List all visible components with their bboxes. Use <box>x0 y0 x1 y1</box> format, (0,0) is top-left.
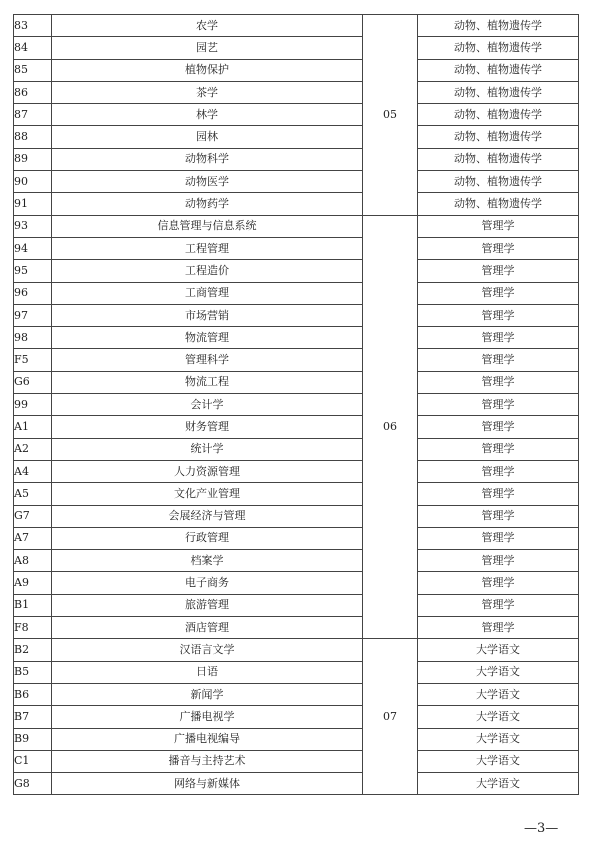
table-row <box>14 639 579 661</box>
group-code-cell: 05 <box>363 15 418 216</box>
major-code-cell: A4 <box>14 460 52 482</box>
major-code-cell: G8 <box>14 773 52 795</box>
table-row <box>14 773 579 795</box>
major-name-cell: 广播电视学 <box>52 706 363 728</box>
exam-subject-cell: 管理学 <box>418 371 579 393</box>
table-row <box>14 215 579 237</box>
exam-subject-cell: 动物、植物遗传学 <box>418 148 579 170</box>
major-name-cell: 旅游管理 <box>52 594 363 616</box>
major-name-cell: 物流管理 <box>52 327 363 349</box>
major-code-cell: 90 <box>14 171 52 193</box>
table-row <box>14 460 579 482</box>
major-name-cell: 财务管理 <box>52 416 363 438</box>
exam-subject-cell: 大学语文 <box>418 750 579 772</box>
major-code-cell: 99 <box>14 394 52 416</box>
major-name-cell: 工程造价 <box>52 260 363 282</box>
table-row <box>14 304 579 326</box>
major-name-cell: 汉语言文学 <box>52 639 363 661</box>
exam-subject-cell: 大学语文 <box>418 728 579 750</box>
table-row <box>14 483 579 505</box>
exam-subject-cell: 管理学 <box>418 617 579 639</box>
major-code-cell: 93 <box>14 215 52 237</box>
table-row <box>14 550 579 572</box>
group-code-cell: 06 <box>363 215 418 639</box>
major-name-cell: 园林 <box>52 126 363 148</box>
major-name-cell: 会展经济与管理 <box>52 505 363 527</box>
major-name-cell: 档案学 <box>52 550 363 572</box>
exam-subject-cell: 管理学 <box>418 550 579 572</box>
major-code-cell: G7 <box>14 505 52 527</box>
exam-subject-cell: 管理学 <box>418 394 579 416</box>
major-subject-table <box>13 14 579 795</box>
table-row <box>14 15 579 37</box>
exam-subject-cell: 动物、植物遗传学 <box>418 59 579 81</box>
table-row <box>14 171 579 193</box>
table-row <box>14 750 579 772</box>
table-row <box>14 327 579 349</box>
table-row <box>14 527 579 549</box>
major-name-cell: 行政管理 <box>52 527 363 549</box>
major-name-cell: 酒店管理 <box>52 617 363 639</box>
major-code-cell: A1 <box>14 416 52 438</box>
table-body <box>14 15 579 795</box>
major-name-cell: 人力资源管理 <box>52 460 363 482</box>
table-row <box>14 260 579 282</box>
major-name-cell: 林学 <box>52 104 363 126</box>
table-row <box>14 706 579 728</box>
exam-subject-cell: 管理学 <box>418 260 579 282</box>
table-row <box>14 416 579 438</box>
table-row <box>14 661 579 683</box>
exam-subject-cell: 管理学 <box>418 304 579 326</box>
major-code-cell: 84 <box>14 37 52 59</box>
table-row <box>14 683 579 705</box>
major-name-cell: 工程管理 <box>52 237 363 259</box>
major-code-cell: C1 <box>14 750 52 772</box>
major-name-cell: 市场营销 <box>52 304 363 326</box>
exam-subject-cell: 动物、植物遗传学 <box>418 171 579 193</box>
major-code-cell: B7 <box>14 706 52 728</box>
exam-subject-cell: 管理学 <box>418 572 579 594</box>
exam-subject-cell: 动物、植物遗传学 <box>418 81 579 103</box>
major-name-cell: 日语 <box>52 661 363 683</box>
exam-subject-cell: 动物、植物遗传学 <box>418 104 579 126</box>
exam-subject-cell: 管理学 <box>418 527 579 549</box>
table-row <box>14 237 579 259</box>
major-code-cell: 94 <box>14 237 52 259</box>
exam-subject-cell: 大学语文 <box>418 706 579 728</box>
major-name-cell: 会计学 <box>52 394 363 416</box>
major-name-cell: 农学 <box>52 15 363 37</box>
table-row <box>14 371 579 393</box>
exam-subject-cell: 大学语文 <box>418 683 579 705</box>
exam-subject-cell: 管理学 <box>418 460 579 482</box>
major-code-cell: A2 <box>14 438 52 460</box>
exam-subject-cell: 管理学 <box>418 327 579 349</box>
major-code-cell: 87 <box>14 104 52 126</box>
table-row <box>14 505 579 527</box>
exam-subject-cell: 管理学 <box>418 349 579 371</box>
major-code-cell: A8 <box>14 550 52 572</box>
major-name-cell: 文化产业管理 <box>52 483 363 505</box>
exam-subject-cell: 动物、植物遗传学 <box>418 15 579 37</box>
major-code-cell: B1 <box>14 594 52 616</box>
table-row <box>14 104 579 126</box>
major-code-cell: 91 <box>14 193 52 215</box>
major-code-cell: F8 <box>14 617 52 639</box>
major-name-cell: 茶学 <box>52 81 363 103</box>
major-code-cell: 96 <box>14 282 52 304</box>
major-code-cell: 89 <box>14 148 52 170</box>
major-code-cell: 85 <box>14 59 52 81</box>
major-code-cell: B6 <box>14 683 52 705</box>
exam-subject-cell: 管理学 <box>418 282 579 304</box>
page-number: —3— <box>524 821 559 836</box>
major-code-cell: 86 <box>14 81 52 103</box>
major-name-cell: 电子商务 <box>52 572 363 594</box>
table-row <box>14 394 579 416</box>
major-name-cell: 新闻学 <box>52 683 363 705</box>
major-code-cell: F5 <box>14 349 52 371</box>
major-code-cell: 83 <box>14 15 52 37</box>
exam-subject-cell: 管理学 <box>418 215 579 237</box>
table-row <box>14 438 579 460</box>
exam-subject-cell: 管理学 <box>418 594 579 616</box>
major-code-cell: B2 <box>14 639 52 661</box>
major-name-cell: 园艺 <box>52 37 363 59</box>
exam-subject-cell: 动物、植物遗传学 <box>418 126 579 148</box>
table-row <box>14 349 579 371</box>
major-name-cell: 管理科学 <box>52 349 363 371</box>
table-row <box>14 617 579 639</box>
table-row <box>14 81 579 103</box>
major-name-cell: 动物科学 <box>52 148 363 170</box>
major-code-cell: A5 <box>14 483 52 505</box>
exam-subject-cell: 管理学 <box>418 483 579 505</box>
major-code-cell: A7 <box>14 527 52 549</box>
table-row <box>14 594 579 616</box>
table-row <box>14 59 579 81</box>
exam-subject-cell: 管理学 <box>418 237 579 259</box>
table-row <box>14 728 579 750</box>
major-name-cell: 工商管理 <box>52 282 363 304</box>
exam-subject-cell: 管理学 <box>418 438 579 460</box>
major-name-cell: 物流工程 <box>52 371 363 393</box>
table-row <box>14 37 579 59</box>
exam-subject-cell: 大学语文 <box>418 773 579 795</box>
table-row <box>14 282 579 304</box>
major-name-cell: 网络与新媒体 <box>52 773 363 795</box>
major-code-cell: G6 <box>14 371 52 393</box>
exam-subject-cell: 动物、植物遗传学 <box>418 37 579 59</box>
major-name-cell: 动物药学 <box>52 193 363 215</box>
table-row <box>14 572 579 594</box>
exam-subject-cell: 动物、植物遗传学 <box>418 193 579 215</box>
major-name-cell: 植物保护 <box>52 59 363 81</box>
major-code-cell: B9 <box>14 728 52 750</box>
major-code-cell: B5 <box>14 661 52 683</box>
major-code-cell: 97 <box>14 304 52 326</box>
table-row <box>14 148 579 170</box>
exam-subject-cell: 大学语文 <box>418 639 579 661</box>
major-code-cell: 88 <box>14 126 52 148</box>
major-code-cell: 95 <box>14 260 52 282</box>
group-code-cell: 07 <box>363 639 418 795</box>
major-name-cell: 信息管理与信息系统 <box>52 215 363 237</box>
major-code-cell: A9 <box>14 572 52 594</box>
major-code-cell: 98 <box>14 327 52 349</box>
major-name-cell: 统计学 <box>52 438 363 460</box>
major-name-cell: 广播电视编导 <box>52 728 363 750</box>
major-name-cell: 动物医学 <box>52 171 363 193</box>
table-row <box>14 193 579 215</box>
major-name-cell: 播音与主持艺术 <box>52 750 363 772</box>
exam-subject-cell: 管理学 <box>418 416 579 438</box>
table-row <box>14 126 579 148</box>
exam-subject-cell: 大学语文 <box>418 661 579 683</box>
exam-subject-cell: 管理学 <box>418 505 579 527</box>
